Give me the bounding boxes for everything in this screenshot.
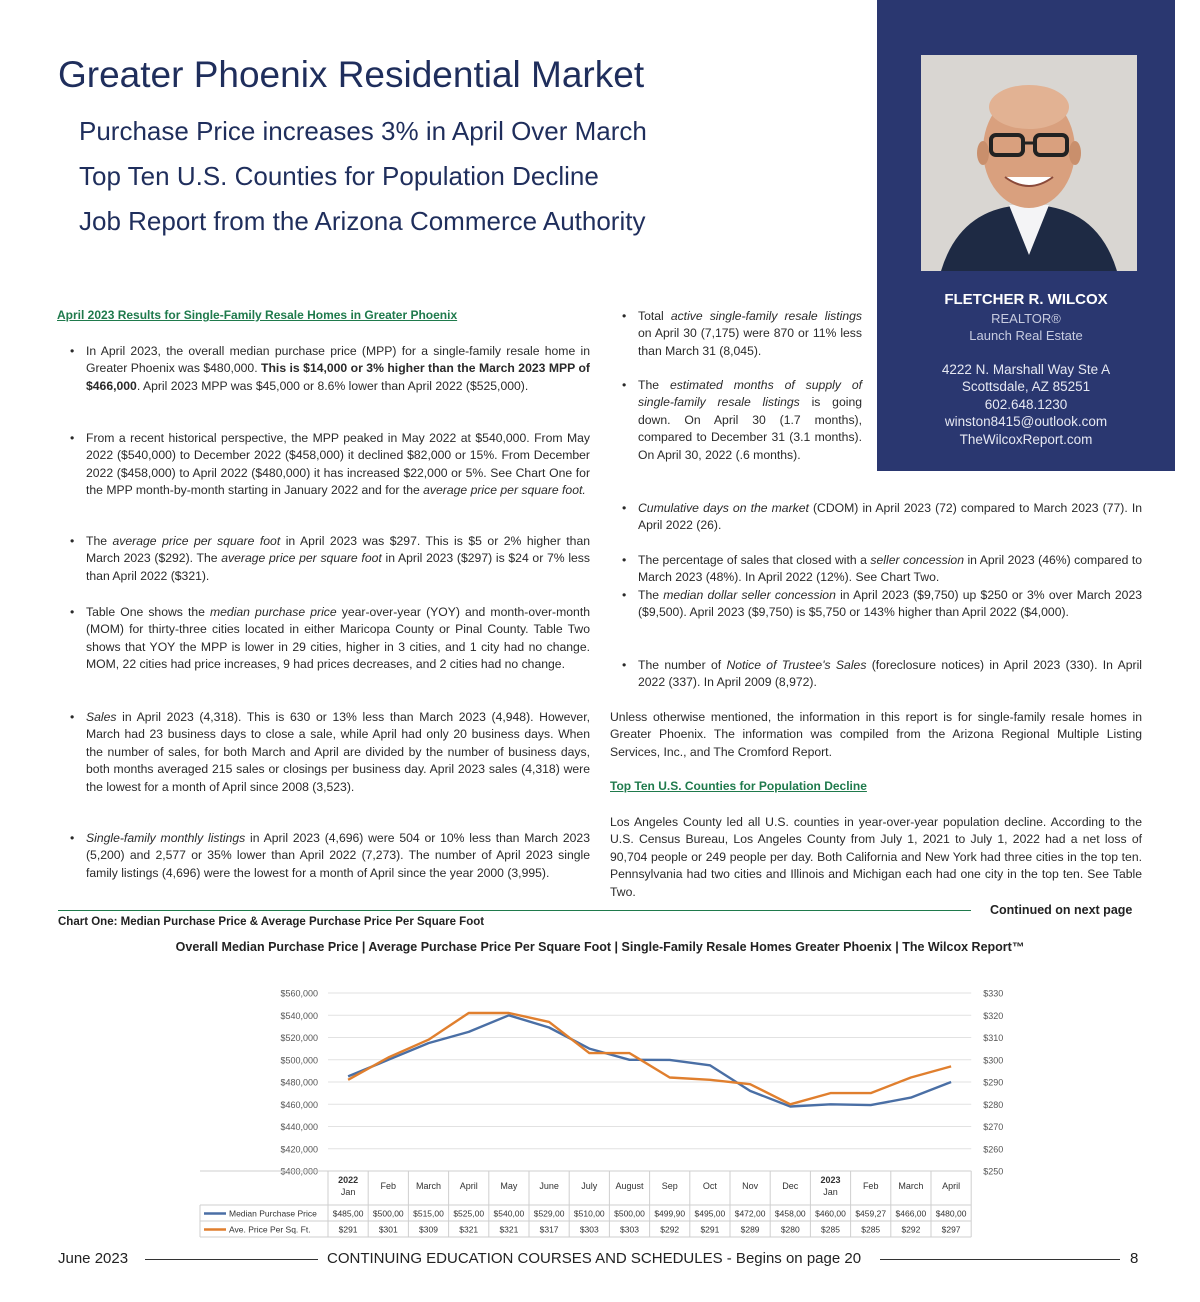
y-right-tick-label: $300: [983, 1055, 1004, 1066]
x-tick-label: Feb: [380, 1181, 397, 1191]
table-value-cell: $540,00: [493, 1208, 525, 1219]
x-tick-label: Dec: [782, 1181, 799, 1191]
table-value-cell: $500,00: [614, 1208, 645, 1219]
legend-label: Median Purchase Price: [229, 1208, 317, 1219]
x-tick-label: Jan: [340, 1187, 356, 1197]
x-tick-label: Nov: [742, 1181, 759, 1191]
left-bullet-price-per-sqft: • The average price per square foot in April 2023 was $297. This is $5 or 2% higher than March 2023 ($292). The average price per square foot in April 2023 ($297) is $24 or 7% less than April 2022 ($321).: [70, 534, 590, 583]
y-right-tick-label: $270: [983, 1122, 1004, 1132]
chart-heading: Overall Median Purchase Price | Average Purchase Price Per Square Foot | Single-Family Resale Homes Greater Phoenix | The Wilcox Report™: [175, 940, 1025, 954]
x-tick-year-label: 2022: [338, 1175, 359, 1185]
left-bullet-mpp-history: • From a recent historical perspective, the MPP peaked in May 2022 at $540,000. From May 2022 ($540,000) to December 2022 ($458,000) it declined $82,000 or 15%. From December 2022 ($458,000) to April 2022 ($480,000) it has increased $22,000 or 5%. See Chart One for the MPP month-by-month starting in January 2022 and for the average price per square foot.: [70, 431, 590, 498]
agent-website[interactable]: TheWilcoxReport.com: [959, 432, 1093, 447]
table-value-cell: $458,00: [774, 1208, 806, 1219]
page-number: 8: [1130, 1250, 1139, 1267]
x-tick-label: April: [459, 1181, 478, 1191]
agent-company: Launch Real Estate: [969, 328, 1083, 343]
subtitle-job-report: Job Report from the Arizona Commerce Authority: [79, 206, 646, 236]
right-bullet-trustee-sales: • The number of Notice of Trustee's Sales (foreclosure notices) in April 2023 (330). In April 2022 (337). In April 2009 (8,972).: [622, 658, 1142, 690]
x-tick-label: Oct: [702, 1181, 717, 1191]
table-value-cell: $297: [941, 1224, 961, 1235]
y-left-tick-label: $500,000: [280, 1055, 318, 1066]
table-value-cell: $285: [821, 1224, 840, 1235]
table-value-cell: $480,00: [935, 1208, 967, 1219]
table-value-cell: $280: [780, 1224, 800, 1235]
y-right-tick-label: $280: [983, 1099, 1004, 1110]
y-right-tick-label: $310: [983, 1033, 1004, 1043]
table-value-cell: $292: [901, 1224, 921, 1235]
agent-name: FLETCHER R. WILCOX: [944, 291, 1108, 308]
table-value-cell: $309: [419, 1224, 438, 1235]
table-value-cell: $529,00: [533, 1208, 565, 1219]
chart-caption: Chart One: Median Purchase Price & Average Purchase Price Per Square Foot: [58, 916, 485, 928]
agent-address-line1: 4222 N. Marshall Way Ste A: [941, 362, 1111, 377]
section-divider: [58, 910, 971, 911]
x-tick-label: Sep: [661, 1181, 678, 1191]
x-tick-label: May: [500, 1181, 518, 1191]
table-value-cell: $291: [338, 1224, 358, 1235]
chart-one: [190, 975, 1004, 1240]
table-value-cell: $459,27: [855, 1208, 887, 1219]
table-value-cell: $285: [861, 1224, 881, 1235]
agent-panel: [877, 0, 1175, 471]
agent-email[interactable]: winston8415@outlook.com: [944, 414, 1108, 429]
table-value-cell: $515,00: [413, 1208, 444, 1219]
y-right-tick-label: $330: [983, 988, 1004, 999]
table-value-cell: $321: [499, 1224, 519, 1235]
table-value-cell: $495,00: [694, 1208, 726, 1219]
right-bullet-active-listings: • Total active single-family resale listings on April 30 (7,175) were 870 or 11% less than March 31 (8,045).: [622, 309, 862, 358]
table-value-cell: $460,00: [815, 1208, 846, 1219]
y-right-tick-label: $290: [983, 1077, 1004, 1088]
table-value-cell: $525,00: [453, 1208, 485, 1219]
page-title: Greater Phoenix Residential Market: [58, 54, 645, 95]
y-right-tick-label: $320: [983, 1010, 1004, 1021]
population-decline-heading[interactable]: Top Ten U.S. Counties for Population Decline: [610, 779, 867, 793]
legend-label: Ave. Price Per Sq. Ft.: [229, 1224, 311, 1235]
x-tick-label: March: [898, 1181, 924, 1191]
x-tick-label: March: [415, 1181, 442, 1191]
right-bullet-seller-concession-dollar: • The median dollar seller concession in April 2023 ($9,750) up $250 or 3% over March 2023 ($9,500). April 2023 ($9,750) is $5,750 or 143% higher than April 2022 ($4,000).: [622, 588, 1143, 620]
source-note-paragraph: Unless otherwise mentioned, the information in this report is for single-family resale homes in Greater Phoenix. The information was compiled from the Arizona Regional Multiple Listing Services, Inc., and The Cromford Report.: [610, 710, 1142, 759]
x-tick-label: June: [539, 1181, 559, 1191]
table-value-cell: $485,00: [332, 1208, 364, 1219]
y-right-tick-label: $260: [983, 1144, 1004, 1155]
y-left-tick-label: $460,000: [280, 1099, 318, 1110]
table-value-cell: $466,00: [895, 1208, 927, 1219]
footer-line-right: [880, 1259, 1120, 1260]
agent-address-line2: Scottsdale, AZ 85251: [961, 379, 1091, 394]
y-left-tick-label: $540,000: [280, 1010, 318, 1021]
table-value-cell: $317: [539, 1224, 559, 1235]
right-bullet-seller-concession-pct: • The percentage of sales that closed with a seller concession in April 2023 (46%) compared to March 2023 (48%). In April 2022 (12%). See Chart Two.: [622, 553, 1143, 585]
table-value-cell: $301: [378, 1224, 398, 1235]
left-bullet-listings: • Single-family monthly listings in April 2023 (4,696) were 504 or 10% less than March 2023 (5,200) and 2,577 or 35% lower than April 2022 (7,273). The number of April 2023 single family listings (4,696) were the lowest for a month of April since the year 2000 (3,995).: [70, 831, 590, 880]
y-left-tick-label: $560,000: [280, 988, 318, 999]
y-left-tick-label: $440,000: [280, 1122, 318, 1132]
left-bullet-sales: • Sales in April 2023 (4,318). This is 630 or 13% less than March 2023 (4,948). However, March had 23 business days to close a sale, while April had only 20 business days. When the number of sales, for both March and April are divided by the number of business days, both months averaged 215 sales or closings per business day. April 2023 sales (4,318) were the lowest for a month of April since 2008 (3,523).: [70, 710, 590, 794]
x-tick-label: Jan: [823, 1187, 838, 1197]
left-bullet-mpp: • In April 2023, the overall median purchase price (MPP) for a single-family resale home in Greater Phoenix was $480,000. This is $14,000 or 3% higher than the March 2023 MPP of $466,000. April 2023 MPP was $45,000 or 8.6% lower than April 2022 ($525,000).: [70, 344, 590, 393]
left-bullet-table-one: • Table One shows the median purchase price year-over-year (YOY) and month-over-month (MOM) for thirty-three cities located in either Maricopa County or Pinal County. Table Two shows that YOY the MPP is lower in 29 cities, higher in 3 cities, and 1 city had no change. MOM, 22 cities had price increases, 9 had prices decreases, and 2 cities had no change.: [70, 605, 590, 672]
y-left-tick-label: $420,000: [280, 1144, 318, 1155]
footer-line-left: [145, 1259, 318, 1260]
y-left-tick-label: $400,000: [280, 1166, 318, 1177]
footer-date: June 2023: [58, 1250, 129, 1267]
x-tick-label: July: [581, 1181, 598, 1191]
x-tick-year-label: 2023: [820, 1175, 841, 1185]
agent-title: REALTOR®: [991, 311, 1061, 326]
table-value-cell: $289: [740, 1224, 760, 1235]
y-right-tick-label: $250: [983, 1166, 1004, 1177]
population-decline-paragraph: Los Angeles County led all U.S. counties in year-over-year population decline. According to the U.S. Census Bureau, Los Angeles County from July 1, 2021 to July 1, 2022 had a net loss of 90,704 people or 249 people per day. Both California and New York had three cities in the top ten. Pennsylvania had two cities and Illinois and Michigan each had one city in the top ten. See Table Two.: [610, 815, 1142, 899]
y-left-tick-label: $520,000: [280, 1033, 318, 1043]
subtitle-population-decline: Top Ten U.S. Counties for Population Decline: [79, 161, 599, 191]
table-value-cell: $321: [459, 1224, 479, 1235]
table-value-cell: $303: [579, 1224, 599, 1235]
table-value-cell: $500,00: [372, 1208, 404, 1219]
table-value-cell: $499,90: [654, 1208, 686, 1219]
table-value-cell: $472,00: [734, 1208, 766, 1219]
agent-photo: [921, 55, 1137, 271]
x-tick-label: Feb: [862, 1181, 879, 1191]
agent-phone: 602.648.1230: [984, 397, 1068, 412]
table-value-cell: $291: [700, 1224, 720, 1235]
subtitle-purchase-price: Purchase Price increases 3% in April Over March: [79, 116, 647, 146]
x-tick-label: August: [615, 1181, 644, 1191]
table-value-cell: $303: [620, 1224, 639, 1235]
continued-note: Continued on next page: [990, 903, 1133, 917]
right-bullet-months-supply: • The estimated months of supply of single-family resale listings is going down. On April 30 (1.7 months), compared to December 31 (3.1 months). On April 30, 2022 (.6 months).: [622, 378, 862, 462]
table-value-cell: $510,00: [573, 1208, 605, 1219]
x-tick-label: April: [942, 1181, 961, 1191]
y-left-tick-label: $480,000: [280, 1077, 318, 1088]
table-value-cell: $292: [660, 1224, 680, 1235]
footer-center-text: CONTINUING EDUCATION COURSES AND SCHEDULES - Begins on page 20: [327, 1250, 862, 1267]
right-bullet-cdom: • Cumulative days on the market (CDOM) in April 2023 (72) compared to March 2023 (77). In April 2022 (26).: [622, 501, 1142, 533]
april-results-heading[interactable]: April 2023 Results for Single-Family Resale Homes in Greater Phoenix: [57, 308, 458, 322]
